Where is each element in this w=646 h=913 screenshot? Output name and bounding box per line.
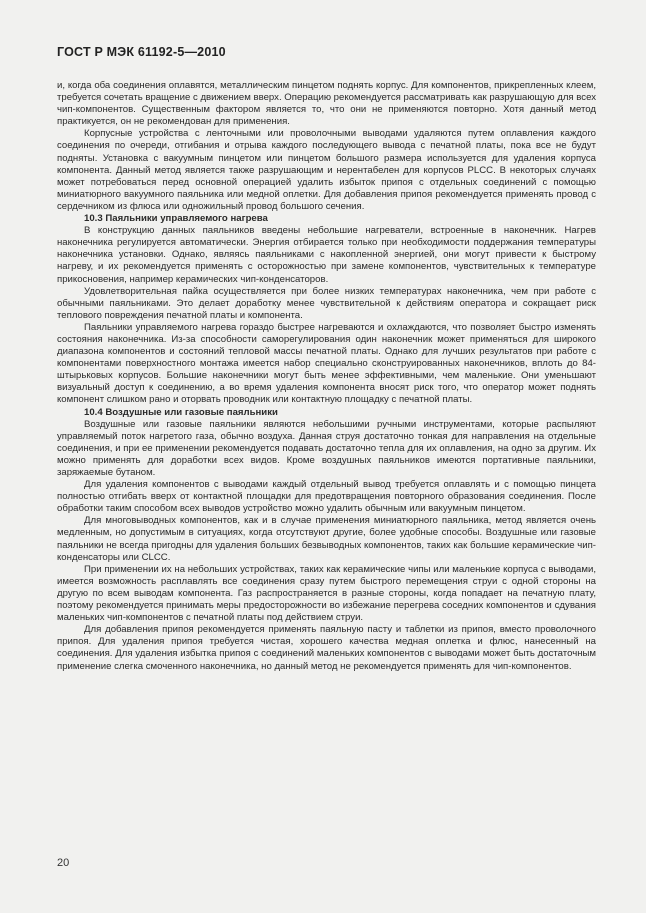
section-heading: 10.4 Воздушные или газовые паяльники: [84, 406, 278, 418]
paragraph: Воздушные или газовые паяльники являются небольшими ручными инструментами, которые распыляют управляемый поток нагретого газа, обычно воздуха. Данная струя достаточно тонкая для направления на отдельные соединения, и при ее применении рекомендуется подавать достаточно тепла для их оплавления, на одно за другим. Их можно применять для доработки всех видов. Кроме воздушных паяльников имеются портативные паяльники, заряжаемые бутаном.: [57, 418, 596, 478]
paragraph: Корпусные устройства с ленточными или проволочными выводами удаляются путем оплавления каждого соединения по очереди, отгибания и отрыва каждого последующего вывода с печатной платы, пока все не будут подняты. Установка с вакуумным пинцетом или пинцетом большого размера используется для удаления корпуса компонента. Данный метод является также разрушающим и нерентабелен для корпусов PLCC. В некоторых случаях может потребоваться перед основной операцией удалить избыток припоя с отдельных соединений с помощью миниатюрного вакуумного паяльника или медной оплетки. Для добавления припоя рекомендуется применять провод с сердечником из флюса или одножильный провод большого сечения.: [57, 128, 596, 212]
page-number: 20: [57, 857, 70, 869]
paragraph: Для добавления припоя рекомендуется применять паяльную пасту и таблетки из припоя, вместо проволочного припоя. Для удаления припоя требуется чистая, хорошего качества медная оплетка и флюс, нанесенный на соединения. Для удаления избытка припоя с соединений маленьких компонентов с выводами может быть достаточным применение слегка смоченного наконечника, но данный метод не рекомендуется применять для чип-компонентов.: [57, 624, 596, 672]
paragraph: При применении их на небольших устройствах, таких как керамические чипы или маленькие корпуса с выводами, имеется возможность расплавлять все соединения сразу путем быстрого перемещения струи с одной стороны на другую по всем выводам компонента. Газ распространяется в разные стороны, когда попадает на печатную плату, поэтому рекомендуется принимать меры предосторожности во избежание перегрева соседних компонентов и сдувания маленьких чип-компонентов с печатной платы под действием струи.: [57, 563, 596, 624]
paragraph: и, когда оба соединения оплавятся, металлическим пинцетом поднять корпус. Для компонентов, прикрепленных клеем, требуется сочетать вращение с движением вверх. Операцию рекомендуется рассматривать как разрушающую для всех чип-компонентов. Существенным фактором является то, что они не применяются повторно. Хотя данный метод практикуется, он не рекомендован для применения.: [57, 80, 596, 128]
document-header: ГОСТ Р МЭК 61192-5—2010: [57, 45, 226, 59]
paragraph: Паяльники управляемого нагрева гораздо быстрее нагреваются и охлаждаются, что позволяет быстро изменять состояния наконечника. Из-за способности саморегулирования один наконечник может применяться для широкого диапазона компонентов и состояний тепловой массы печатной платы. Однако для лучших результатов при работе с компонентами поверхностного монтажа имеется набор специально сконструированных наконечников, вплоть до 84-штырьковых корпусов. Большие наконечники могут быть менее эффективными, чем маленькие. Они уменьшают визуальный доступ к соединению, а во время удаления компонента вносят риск того, что оператор может поднять компонент слишком рано и оторвать проводник или контактную площадку с печатной платы.: [57, 321, 596, 406]
paragraph: Для многовыводных компонентов, как и в случае применения миниатюрного паяльника, метод является очень медленным, но допустимым в ситуациях, когда отсутствуют другие, более удобные способы. Воздушные или газовые паяльники не всегда пригодны для удаления больших безвыводных компонентов, таких как большие керамические чип-конденсаторы или CLCC.: [57, 515, 596, 563]
document-body: [57, 80, 596, 673]
paragraph: В конструкцию данных паяльников введены небольшие нагреватели, встроенные в наконечник. Нагрев наконечника регулируется автоматически. Энергия отбирается только при необходимости поддержания температуры наконечника установки. Однако, являясь паяльниками с накопленной энергией, они могут привести к быстрому нагреву, и их рекомендуется применять с осторожностью при замене компонентов, чувствительных к температуре прикосновения, например керамических чип-конденсаторов.: [57, 225, 596, 285]
paragraph: Удовлетворительная пайка осуществляется при более низких температурах наконечника, чем при работе с обычными паяльниками. Это делает доработку менее чувствительной к действиям оператора и сокращает риск теплового повреждения печатной платы и компонента.: [57, 285, 596, 321]
section-heading: 10.3 Паяльники управляемого нагрева: [84, 213, 268, 225]
paragraph: Для удаления компонентов с выводами каждый отдельный вывод требуется оплавлять и с помощью пинцета полностью отгибать вверх от контактной площадки для предотвращения повторного образования соединения. После обработки таким способом всех выводов устройство можно удалить обычным или вакуумным пинцетом.: [57, 479, 596, 515]
